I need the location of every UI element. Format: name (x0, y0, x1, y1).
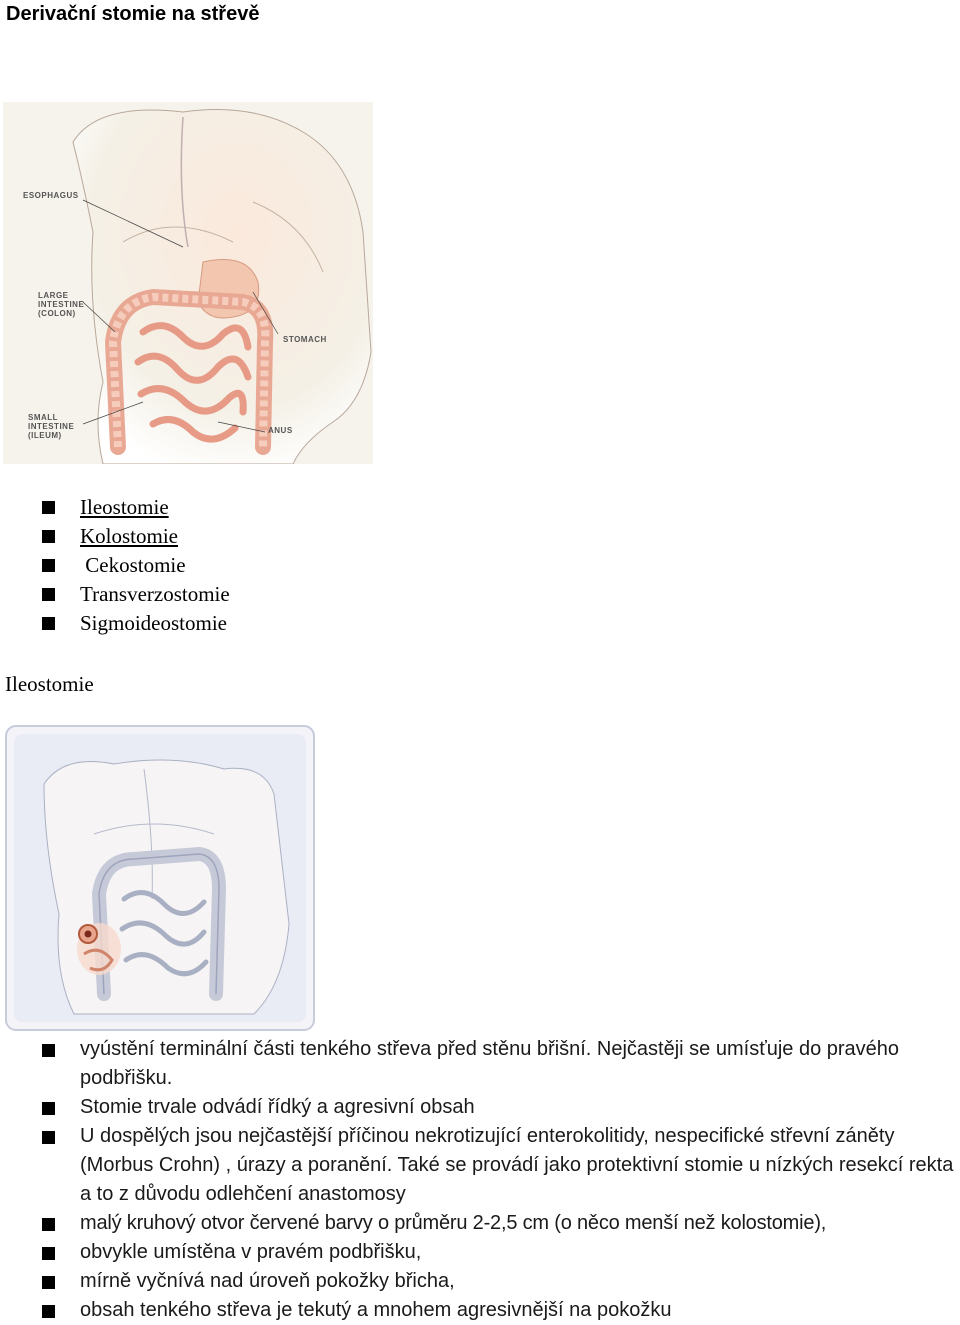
bullet-square-icon (42, 530, 55, 543)
bullet-text: Stomie trvale odvádí řídký a agresivní obsah (80, 1096, 475, 1118)
list-item (42, 1122, 958, 1209)
list-item (42, 1296, 958, 1325)
kolostomie-link[interactable]: Kolostomie (80, 524, 178, 548)
label-anus: ANUS (268, 426, 293, 435)
bullet-text: malý kruhový otvor červené barvy o průměru 2-2,5 cm (o něco menší než kolostomie), (80, 1212, 827, 1234)
bullet-square-icon (42, 588, 55, 601)
bullet-square-icon (42, 1305, 55, 1318)
stoma-types-list (42, 493, 230, 638)
bullet-square-icon (42, 1218, 55, 1231)
list-item (42, 609, 230, 638)
bullet-square-icon (42, 617, 55, 630)
bullet-square-icon (42, 501, 55, 514)
list-item (42, 580, 230, 609)
list-item[interactable] (42, 522, 230, 551)
cekostomie-text: Cekostomie (80, 553, 186, 577)
list-item (42, 551, 230, 580)
ileostomy-facts-list (42, 1035, 958, 1325)
label-large-intestine: LARGE (38, 291, 69, 300)
transverzostomie-text: Transverzostomie (80, 582, 230, 606)
label-small-intestine: INTESTINE (28, 422, 75, 431)
label-esophagus: ESOPHAGUS (23, 191, 79, 200)
bullet-square-icon (42, 1247, 55, 1260)
list-item (42, 1035, 958, 1093)
bullet-text: obvykle umístěna v pravém podbřišku, (80, 1241, 422, 1263)
label-stomach: STOMACH (283, 335, 327, 344)
label-small-intestine: SMALL (28, 413, 59, 422)
ileostomy-illustration (4, 724, 316, 1032)
sigmoideostomie-text: Sigmoideostomie (80, 611, 227, 635)
section-heading: Ileostomie (5, 672, 94, 696)
bullet-square-icon (42, 1102, 55, 1115)
bullet-square-icon (42, 1044, 55, 1057)
list-item (42, 1267, 958, 1296)
list-item (42, 1238, 958, 1267)
digestive-anatomy-illustration (3, 102, 373, 464)
label-large-intestine: INTESTINE (38, 300, 85, 309)
list-item[interactable] (42, 493, 230, 522)
ileostomie-link[interactable]: Ileostomie (80, 495, 169, 519)
list-item (42, 1209, 958, 1238)
bullet-square-icon (42, 1131, 55, 1144)
bullet-text: vyústění terminální části tenkého střeva před stěnu břišní. Nejčastěji se umísťuje do pravého podbřišku. (80, 1038, 900, 1089)
bullet-square-icon (42, 1276, 55, 1289)
bullet-text: U dospělých jsou nejčastější příčinou nekrotizující enterokolitidy, nespecifické střevní záněty (Morbus Crohn) , úrazy a poranění. Také se provádí jako protektivní stomie u nízkých resekcí rekta a to z důvodu odlehčení anastomosy (80, 1125, 954, 1205)
list-item (42, 1093, 958, 1122)
bullet-text: obsah tenkého střeva je tekutý a mnohem agresivnější na pokožku (80, 1299, 672, 1321)
label-small-intestine: (ILEUM) (28, 431, 62, 440)
bullet-text: mírně vyčnívá nad úroveň pokožky břicha, (80, 1270, 455, 1292)
page-title: Derivační stomie na střevě (6, 3, 260, 25)
bullet-square-icon (42, 559, 55, 572)
label-large-intestine: (COLON) (38, 309, 76, 318)
